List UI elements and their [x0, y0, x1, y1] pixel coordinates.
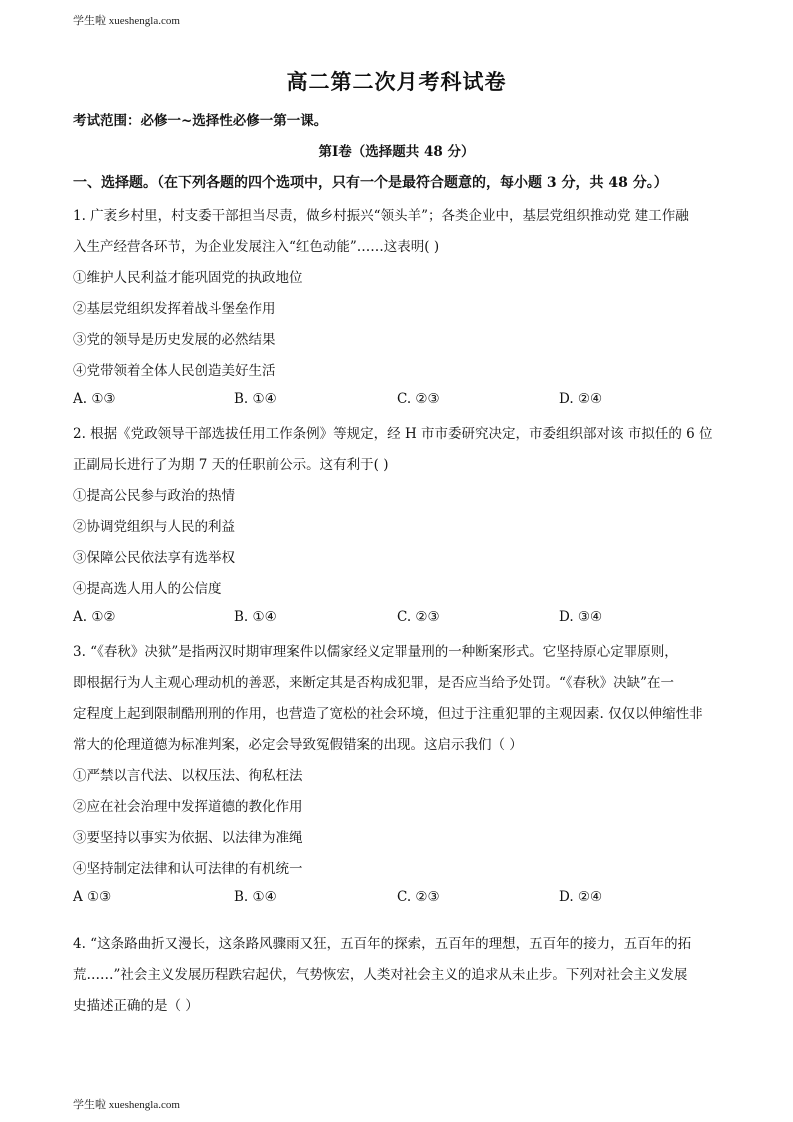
question-2-option-a: A. ①②	[73, 609, 116, 625]
question-1-item-4: ④党带领着全体人民创造美好生活	[73, 363, 276, 379]
footer-site: 学生啦 xueshengla.com	[73, 1099, 180, 1111]
question-1-option-a: A. ①③	[73, 391, 116, 407]
part-heading: 第Ⅰ卷（选择题共 48 分）	[318, 144, 475, 160]
question-1-item-3: ③党的领导是历史发展的必然结果	[73, 332, 276, 348]
question-2-item-3: ③保障公民依法享有选举权	[73, 550, 235, 566]
question-4-line-2: 荒……”社会主义发展历程跌宕起伏，气势恢宏，人类对社会主义的追求从未止步。下列对社会主义发展	[73, 967, 688, 983]
question-3-line-1: 3. “《春秋》决狱”是指两汉时期审理案件以儒家经义定罪量刑的一种断案形式。它坚持原心定罪原则，	[73, 644, 678, 660]
question-3-item-3: ③要坚持以事实为依据、以法律为准绳	[73, 830, 303, 846]
question-2-option-b: B. ①④	[234, 609, 277, 625]
question-1-line-1: 1. 广袤乡村里，村支委干部担当尽责，做乡村振兴“领头羊”；各类企业中，基层党组织推动党 建工作融	[73, 208, 689, 224]
question-1-item-1: ①维护人民利益才能巩固党的执政地位	[73, 270, 303, 286]
question-2-option-d: D. ③④	[559, 609, 603, 625]
question-1-option-c: C. ②③	[397, 391, 440, 407]
question-2-item-1: ①提高公民参与政治的热情	[73, 488, 235, 504]
question-3-option-c: C. ②③	[397, 889, 440, 905]
exam-scope: 考试范围：必修一~选择性必修一第一课。	[73, 113, 328, 129]
question-2-item-4: ④提高选人用人的公信度	[73, 581, 222, 597]
question-3-item-4: ④坚持制定法律和认可法律的有机统一	[73, 861, 303, 877]
question-1-line-2: 入生产经营各环节，为企业发展注入“红色动能”……这表明( )	[73, 239, 440, 255]
question-3-option-a: A ①③	[73, 889, 112, 905]
question-3-option-b: B. ①④	[234, 889, 277, 905]
question-2-option-c: C. ②③	[397, 609, 440, 625]
question-2-line-2: 正副局长进行了为期 7 天的任职前公示。这有利于( )	[73, 457, 389, 473]
section-heading: 一、选择题。（在下列各题的四个选项中，只有一个是最符合题意的，每小题 3 分，共 48 分。）	[73, 175, 668, 191]
question-1-option-d: D. ②④	[559, 391, 603, 407]
question-3-option-d: D. ②④	[559, 889, 603, 905]
question-3-item-1: ①严禁以言代法、以权压法、徇私枉法	[73, 768, 303, 784]
question-2-line-1: 2. 根据《党政领导干部选拔任用工作条例》等规定，经 H 市市委研究决定，市委组织部对该 市拟任的 6 位	[73, 426, 713, 442]
question-4-line-1: 4. “这条路曲折又漫长，这条路风骤雨又狂，五百年的探索，五百年的理想，五百年的接力，五百年的拓	[73, 936, 692, 952]
question-4-line-3: 史描述正确的是（ ）	[73, 998, 199, 1014]
question-1-option-b: B. ①④	[234, 391, 277, 407]
question-3-item-2: ②应在社会治理中发挥道德的教化作用	[73, 799, 303, 815]
question-3-line-2: 即根据行为人主观心理动机的善恶，来断定其是否构成犯罪，是否应当给予处罚。“《春秋》决缺”在一	[73, 675, 675, 691]
question-3-line-4: 常大的伦理道德为标准判案，必定会导致冤假错案的出现。这启示我们（ ）	[73, 737, 523, 753]
question-2-item-2: ②协调党组织与人民的利益	[73, 519, 235, 535]
page-title: 高二第二次月考科试卷	[286, 69, 507, 94]
question-3-line-3: 定程度上起到限制酷刑刑的作用，也营造了宽松的社会环境，但过于注重犯罪的主观因素. 仅仅以伸缩性非	[73, 706, 703, 722]
header-site: 学生啦 xueshengla.com	[73, 15, 180, 27]
question-1-item-2: ②基层党组织发挥着战斗堡垒作用	[73, 301, 276, 317]
